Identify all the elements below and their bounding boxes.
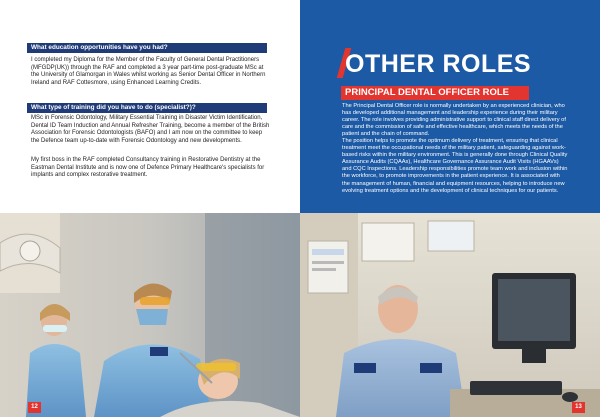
answer-training: MSc in Forensic Odontology, Military Essential Training in Disaster Victim Identification, Dental ID Team Induction and Annual Refresher Training, become a member of the British Association for Forensic Odontologists (BAFO) and I am now on the committee to keep the Defence team up-to-date with Forensic Odontology and new developments. — [31, 115, 270, 144]
role-subtitle: PRINCIPAL DENTAL OFFICER ROLE — [341, 86, 529, 100]
role-description — [342, 103, 568, 195]
role-paragraph-2: The position helps to promote the optimum delivery of treatment, ensuring that clinical treatment meet the occupational needs of the military patient, safeguarding against work-based risks within the military environment. This is generally done through Clinical Quality Assurance Audits (CQAAs), Healthcare Governance Assurance Audit Visits (HGAAVs) and CQC Inspections. Leadership responsibilities promote team work and inclusion within the workforce, to promote improvements in the patient experience. It is associated with the management of human, financial and equipment resources, helping to introduce new evolving treatment options and the development of clinical techniques for our patients. — [342, 138, 568, 194]
question-heading-education: What education opportunities have you had? — [27, 43, 267, 53]
answer-first-boss: My first boss in the RAF completed Consultancy training in Restorative Dentistry at the Eastman Dental Institute and is now one of Defence Primary Healthcare's specialists for implants and complex restorative treatment. — [31, 157, 265, 179]
section-title: OTHER ROLES — [345, 50, 532, 78]
page-number-left: 12 — [28, 402, 41, 413]
answer-education: I completed my Diploma for the Member of the Faculty of General Dental Practitioners (MFGDP(UK)) through the RAF and completed a 3 year part-time post-graduate MSc at the University of Glamorgan in Wales whilst working as Senior Dental Officer in Northern Ireland and RAF Cottesmore, using Enhanced Learning Credits. — [31, 57, 266, 86]
dental-officer-office-photo — [300, 213, 600, 417]
page-number-right: 13 — [572, 402, 585, 413]
question-heading-training: What type of training did you have to do (specialist?)? — [27, 103, 267, 113]
dental-surgery-photo — [0, 213, 300, 417]
role-paragraph-1: The Principal Dental Officer role is normally undertaken by an experienced clinician, who has developed additional management and leadership experience during their military career. The role involves providing administrative support to clinical staff direct delivery of care and the commission of safe and effective healthcare, which meets the needs of the patient and the chain of command. — [342, 103, 566, 138]
